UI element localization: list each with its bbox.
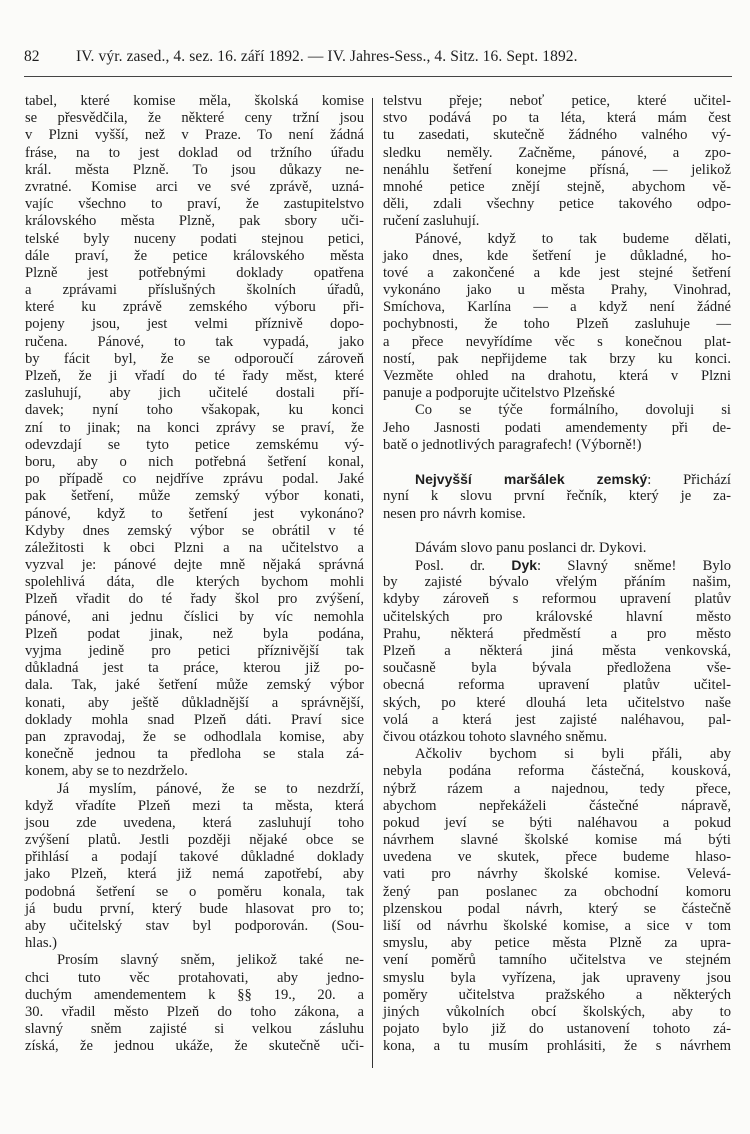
text-line: vyjma jedině pro petici příznivější tak xyxy=(25,643,364,659)
paragraph xyxy=(383,402,731,454)
text-line: zní to jinak; na konci zprávy se praví, že xyxy=(25,419,364,436)
text-line: nyní k slovu první řečník, který je za- xyxy=(383,488,731,505)
text-line: současně byla bývala předložena vše- xyxy=(383,660,731,677)
text-line: a přece nevyřídíme věc s konečnou plat- xyxy=(383,333,731,350)
text-line: vyzval je: pánové dejte mně nějaká správná xyxy=(25,557,364,574)
text-line: dále praví, že petice královského města xyxy=(25,247,364,264)
header-rule xyxy=(24,76,732,77)
text-line: král. města Plzně. To jsou důkazy ne- xyxy=(25,161,364,178)
text-line: zasluhují, aby jich učitelé dostali pří- xyxy=(25,385,364,402)
text-line: se přesvědčila, že některé ceny tržní jsou xyxy=(25,110,364,127)
text-line: získá, že jednou ukáže, že skutečně uči- xyxy=(25,1038,364,1055)
text-line: Plzeň, že ji vřadí do té řady měst, které xyxy=(25,368,364,384)
text-line: pojeny jsou, jest velmi příznivě dopo- xyxy=(25,316,364,333)
text-line: záležitosti k obci Plzni a na učitelstvo a xyxy=(25,539,364,556)
text-line: vykonáno jako u města Prahy, Vinohrad, xyxy=(383,282,731,299)
text-line: doklady mohla snad Plzeň dáti. Praví sice xyxy=(25,711,364,728)
text-line: sledku neměly. Začněme, pánové, a zpo- xyxy=(383,144,731,161)
text-line: Vezměte ohled na drahotu, která v Plzni xyxy=(383,368,731,384)
text-line: odevzdají se tyto petice zemskému vý- xyxy=(25,436,364,453)
text-column-right xyxy=(383,93,731,1056)
text-line: pánové, ani jednu číslici by víc nemohla xyxy=(25,608,364,625)
text-line: chci tuto věc protahovati, aby jedno- xyxy=(25,969,364,986)
text-line: Prahu, některá předměstí a pro město xyxy=(383,625,731,642)
text-line: zvratné. Komise arci ve své zprávě, uzná- xyxy=(25,178,364,195)
text-line: a zprávami příslušných školních úřadů, xyxy=(25,282,364,299)
paragraph-gap xyxy=(383,523,731,540)
text-line: Pánové, když to tak budeme dělati, xyxy=(415,230,731,247)
text-line: konati, aby ještě důkladnější a správnější, xyxy=(25,694,364,711)
text-line: nebyla podána reforma částečná, kousková, xyxy=(383,763,731,780)
column-divider xyxy=(372,98,373,1068)
paragraph xyxy=(383,540,731,557)
text-line: kdyby zároveň s reformou upravení platův xyxy=(383,591,731,608)
text-line: smyslu, aby petice města Plzně za upra- xyxy=(383,935,731,952)
text-line: po případě co nejdříve zprávu podal. Jaké xyxy=(25,471,364,488)
text-line: obecná reforma upravení platův učitel- xyxy=(383,677,731,694)
text-line: plzenskou podal návrh, který se částečně xyxy=(383,900,731,917)
paragraph xyxy=(383,231,731,403)
text-line: jako dnes, kde šetření je důkladné, ho- xyxy=(383,247,731,264)
text-line: pokud jeví se býti naléhavou a pokud xyxy=(383,814,731,831)
text-line: podobná šetření se o poměru konala, tak xyxy=(25,883,364,900)
text-line: Plzeň a některá jiná města venkovská, xyxy=(383,643,731,659)
text-line: v Plzni vyšší, než v Praze. To není žádná xyxy=(25,127,364,144)
paragraph xyxy=(383,471,731,523)
text-line: Kdyby dnes zemský výbor se obrátil v té xyxy=(25,522,364,539)
text-line: které ku zprávě zemského výboru při- xyxy=(25,299,364,316)
paragraph xyxy=(25,781,364,953)
text-line: pak šetření, může zemský výbor konati, xyxy=(25,488,364,505)
paragraph xyxy=(383,557,731,746)
page-number: 82 xyxy=(24,48,40,65)
text-line: panuje a podporujte učitelstvo Plzeňské xyxy=(383,385,615,402)
text-line: ských, po které dlouhá leta učitelstvo naše xyxy=(383,694,731,711)
text-line: Smíchova, Karlína — a když není žádné xyxy=(383,299,731,316)
text-line: Já myslím, pánové, že se to nezdrží, xyxy=(57,780,364,797)
text-line: Plzně jest potřebnými doklady opatřena xyxy=(25,264,364,281)
text-line: by fácit byl, že se odporoučí zároveň xyxy=(25,350,364,367)
text-line: konem, aby se to nezdrželo. xyxy=(25,763,188,780)
text-line: davek; nyní toho všakopak, ku konci xyxy=(25,402,364,419)
speaker-name: Nejvyšší maršálek zemský xyxy=(415,471,648,488)
text-line: mnohé petice znějí stejně, abychom vě- xyxy=(383,178,731,195)
text-line: nenáhlu šetření konejme přísná, — jelikož xyxy=(383,161,731,178)
speaker-name: Dyk xyxy=(511,557,538,574)
text-line: když vřadíte Plzeň mezi ta města, která xyxy=(25,797,364,814)
text-line: batě o jednotlivých paragrafech! (Výborně!) xyxy=(383,436,642,453)
text-line: dala. Tak, jaké šetření může zemský výbor xyxy=(25,677,364,694)
text-line: ručena. Pánové, to tak vypadá, jako xyxy=(25,333,364,350)
text-line: aby učitelský stav byl podporován. (Sou- xyxy=(25,918,364,934)
text-line: duchým amendementem k §§ 19., 20. a xyxy=(25,986,364,1003)
text-line: Jeho Jasnosti podati amendementy při de- xyxy=(383,419,731,436)
text-line: Prosím slavný sněm, jelikož také ne- xyxy=(57,952,364,969)
paragraph-gap xyxy=(383,454,731,471)
text-line: volá a která jest zajisté naléhavou, pal- xyxy=(383,711,731,728)
text-line: čivou otázkou tohoto slavného sněmu. xyxy=(383,728,608,745)
running-header xyxy=(24,48,732,70)
text-line: hlas.) xyxy=(25,935,58,952)
text-line: Plzeň vřadit do té řady škol pro zvýšení, xyxy=(25,591,364,608)
text-line: jiných vůkolních obcí školských, aby to xyxy=(383,1003,731,1020)
text-line: tabel, které komise měla, školská komise xyxy=(25,93,364,109)
text-line: kona, a tu musím prohlásiti, že s návrhem xyxy=(383,1038,731,1055)
text-line: tové a zakončené a kde jest stejné šetření xyxy=(383,264,731,281)
paragraph xyxy=(383,93,731,231)
text-line: ručení zasluhují. xyxy=(383,213,480,230)
paragraph xyxy=(25,93,364,781)
text-line: Dávám slovo panu poslanci dr. Dykovi. xyxy=(415,539,647,556)
text-line: přihlásí a podají takové důkladné doklady xyxy=(25,849,364,866)
text-line: ností, pak nepřijdeme tak brzy ku konci. xyxy=(383,350,731,367)
text-line: poměry učitelstva pražského a některých xyxy=(383,986,731,1003)
text-line: vati pro návrhy školské komise. Velevá- xyxy=(383,866,731,883)
text-line: zvýšení platů. Jestli později nějaké obce se xyxy=(25,832,364,849)
text-line: 30. vřadil město Plzeň do toho zákona, a xyxy=(25,1003,364,1020)
text-line: boru, aby o nich potřebná šetření konal, xyxy=(25,453,364,470)
text-line: nýbrž rázem a najednou, tedy přece, xyxy=(383,780,731,797)
running-head-title: IV. výr. zased., 4. sez. 16. září 1892. — IV. Jahres-Sess., 4. Sitz. 16. Sept. 1892. xyxy=(76,48,578,65)
text-line: pan zpravodaj, že se odhodlala komise, aby xyxy=(25,728,364,745)
text-line: já budu první, který bude hlasovat pro to; xyxy=(25,900,364,917)
text-line: jsou zde uvedena, která zasluhují toho xyxy=(25,814,364,831)
text-line: královského města Plzně, pak sbory uči- xyxy=(25,213,364,230)
paragraph xyxy=(383,746,731,1055)
text-line: abychom nepřekáželi částečné nápravě, xyxy=(383,797,731,814)
text-line: slavný sněm zajisté si velkou zásluhu xyxy=(25,1021,364,1038)
text-line: Co se týče formálního, dovoluji si xyxy=(415,402,731,419)
text-line: telstvu přeje; neboť petice, které učitel- xyxy=(383,93,731,109)
text-line: důkladná jest ta práce, kterou již po- xyxy=(25,660,364,677)
text-line: pojato bylo již do ustanovení tohoto zá- xyxy=(383,1021,731,1038)
text-line: děli, zdali všechny petice takového odpo- xyxy=(383,196,731,213)
text-line: pánové, když to šetření jest vykonáno? xyxy=(25,505,364,522)
text-line: Plzeň podat jinak, než byla podána, xyxy=(25,625,364,642)
text-line: vajíc všechno to praví, že zastupitelstvo xyxy=(25,196,364,213)
text-line: jako Plzeň, která již nemá zapotřebí, aby xyxy=(25,866,364,883)
text-line: uvedena ve skutek, přece budeme hlaso- xyxy=(383,849,731,866)
text-line: by zajisté bývalo vřelým přáním našim, xyxy=(383,574,731,591)
text-line: tu zasedati, skutečně žádného valného vý- xyxy=(383,127,731,144)
text-line: konečně jednou ta předloha se stala zá- xyxy=(25,746,364,763)
text-line: Posl. dr. Dyk: Slavný sněme! Bylo xyxy=(415,557,731,575)
text-line: nesen pro návrh komise. xyxy=(383,505,526,522)
text-line: fráse, na to jest doklad od tržního úřadu xyxy=(25,144,364,161)
text-line: návrhem slavné školské komise má býti xyxy=(383,832,731,849)
text-line: vení poměrů tamního učitelstva ve stejném xyxy=(383,952,731,969)
text-line: pochybnosti, že toho Plzeň zasluhuje — xyxy=(383,316,731,333)
paragraph xyxy=(25,952,364,1055)
text-line: telské byly nuceny podati stejnou petici, xyxy=(25,230,364,247)
text-column-left xyxy=(25,93,364,1056)
text-line: spolehlivá dáta, dle kterých bychom mohli xyxy=(25,574,364,591)
text-line: žený pan poslanec za obchodní komoru xyxy=(383,883,731,900)
text-line: stvo podává po ta léta, která mám čest xyxy=(383,110,731,127)
text-line: smyslu byla vyřízena, jak upraveny jsou xyxy=(383,969,731,986)
text-line: liší od návrhu školské komise, a sice v tom xyxy=(383,918,731,934)
text-line: Nejvyšší maršálek zemský: Přichází xyxy=(415,471,731,489)
text-line: Ačkoliv bychom si byli přáli, aby xyxy=(415,746,731,763)
text-line: učitelských pro královské hlavní město xyxy=(383,608,731,625)
